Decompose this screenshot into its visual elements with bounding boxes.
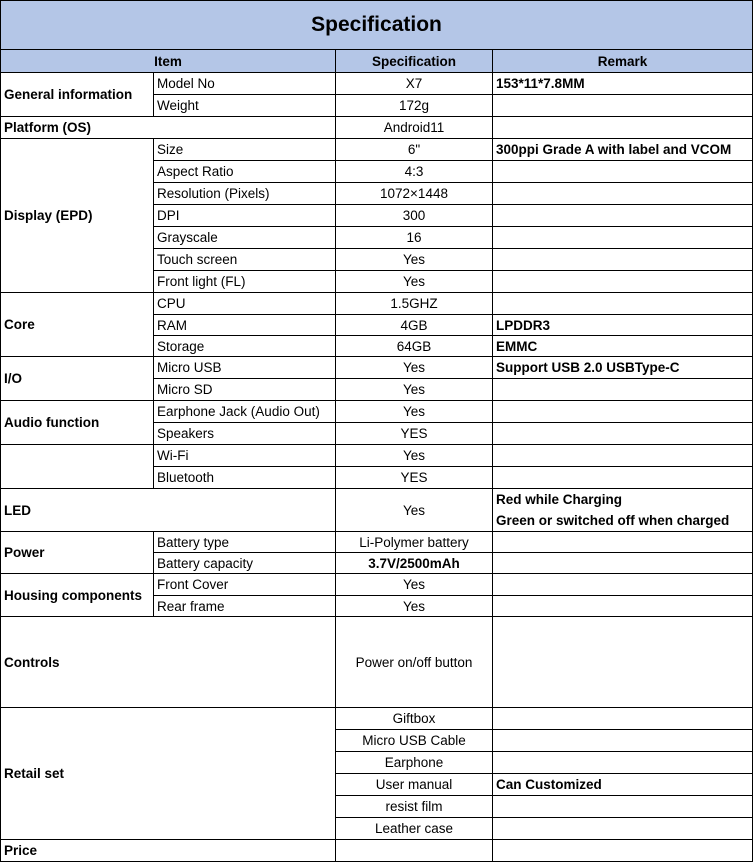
- category-wireless: [1, 445, 154, 489]
- item-cell: Grayscale: [154, 227, 336, 249]
- item-cell: Aspect Ratio: [154, 161, 336, 183]
- header-remark: Remark: [493, 50, 753, 73]
- category-core: Core: [1, 293, 154, 357]
- table-row: [1, 293, 753, 315]
- spec-cell: Earphone: [336, 752, 493, 774]
- remark-cell: EMMC: [493, 336, 753, 357]
- spec-cell: 4GB: [336, 315, 493, 336]
- category-housing: Housing components: [1, 574, 154, 617]
- remark-cell: [493, 271, 753, 293]
- remark-cell: [493, 708, 753, 730]
- spec-cell: 172g: [336, 95, 493, 117]
- item-cell: Battery capacity: [154, 553, 336, 574]
- spec-cell: resist film: [336, 796, 493, 818]
- spec-cell: YES: [336, 467, 493, 489]
- spec-cell: Li-Polymer battery: [336, 532, 493, 553]
- remark-cell: [493, 574, 753, 596]
- remark-cell: [493, 183, 753, 205]
- spec-cell: Yes: [336, 445, 493, 467]
- category-led: LED: [1, 489, 336, 532]
- item-cell: RAM: [154, 315, 336, 336]
- remark-cell: [493, 161, 753, 183]
- header-spec: Specification: [336, 50, 493, 73]
- item-cell: Wi-Fi: [154, 445, 336, 467]
- table-row: [1, 445, 753, 467]
- spec-cell: 300: [336, 205, 493, 227]
- spec-cell: Yes: [336, 401, 493, 423]
- header-item: Item: [1, 50, 336, 73]
- remark-cell: [493, 796, 753, 818]
- category-power: Power: [1, 532, 154, 574]
- spec-cell: Giftbox: [336, 708, 493, 730]
- item-cell: Speakers: [154, 423, 336, 445]
- table-row: [1, 532, 753, 553]
- spec-cell: 64GB: [336, 336, 493, 357]
- led-remark-line-1: Red while Charging: [496, 492, 623, 507]
- remark-cell: [493, 293, 753, 315]
- spec-cell: Yes: [336, 357, 493, 379]
- table-row: [1, 401, 753, 423]
- spec-cell: YES: [336, 423, 493, 445]
- item-cell: Rear frame: [154, 596, 336, 617]
- table-row: [1, 840, 753, 862]
- remark-cell: Support USB 2.0 USBType-C: [493, 357, 753, 379]
- spec-cell: [336, 840, 493, 862]
- spec-cell: 3.7V/2500mAh: [336, 553, 493, 574]
- item-cell: Storage: [154, 336, 336, 357]
- remark-cell: [493, 840, 753, 862]
- item-cell: Resolution (Pixels): [154, 183, 336, 205]
- category-platform: Platform (OS): [1, 117, 336, 139]
- category-controls: Controls: [1, 617, 336, 708]
- spec-cell: Yes: [336, 379, 493, 401]
- spec-cell: Android11: [336, 117, 493, 139]
- remark-cell: [493, 730, 753, 752]
- item-cell: DPI: [154, 205, 336, 227]
- remark-cell: LPDDR3: [493, 315, 753, 336]
- remark-cell: [493, 818, 753, 840]
- remark-cell: [493, 227, 753, 249]
- remark-cell: [493, 379, 753, 401]
- item-cell: Weight: [154, 95, 336, 117]
- remark-cell: [493, 752, 753, 774]
- spec-cell: Yes: [336, 249, 493, 271]
- table-row: [1, 73, 753, 95]
- spec-cell: 1.5GHZ: [336, 293, 493, 315]
- header-row: [1, 50, 753, 73]
- remark-cell: [493, 249, 753, 271]
- remark-cell: 300ppi Grade A with label and VCOM: [493, 139, 753, 161]
- table-row: [1, 489, 753, 532]
- item-cell: Model No: [154, 73, 336, 95]
- item-cell: Micro USB: [154, 357, 336, 379]
- table-row: [1, 357, 753, 379]
- item-cell: Bluetooth: [154, 467, 336, 489]
- spec-cell: 16: [336, 227, 493, 249]
- remark-cell: [493, 553, 753, 574]
- category-io: I/O: [1, 357, 154, 401]
- item-cell: Battery type: [154, 532, 336, 553]
- item-cell: Micro SD: [154, 379, 336, 401]
- spec-cell: Leather case: [336, 818, 493, 840]
- spec-cell: Power on/off button: [336, 617, 493, 708]
- remark-cell: [493, 489, 753, 532]
- remark-cell: [493, 617, 753, 708]
- spec-cell: X7: [336, 73, 493, 95]
- remark-cell: [493, 117, 753, 139]
- spec-cell: Micro USB Cable: [336, 730, 493, 752]
- item-cell: CPU: [154, 293, 336, 315]
- spec-cell: Yes: [336, 596, 493, 617]
- page-title: Specification: [1, 1, 753, 50]
- spec-cell: Yes: [336, 489, 493, 532]
- spec-cell: User manual: [336, 774, 493, 796]
- table-row: [1, 617, 753, 708]
- remark-cell: [493, 205, 753, 227]
- spec-cell: Yes: [336, 574, 493, 596]
- category-retail: Retail set: [1, 708, 336, 840]
- item-cell: Earphone Jack (Audio Out): [154, 401, 336, 423]
- category-audio: Audio function: [1, 401, 154, 445]
- item-cell: Size: [154, 139, 336, 161]
- remark-cell: [493, 95, 753, 117]
- remark-cell: [493, 401, 753, 423]
- spec-cell: 4:3: [336, 161, 493, 183]
- remark-cell: [493, 467, 753, 489]
- remark-cell: 153*11*7.8MM: [493, 73, 753, 95]
- table-row: [1, 139, 753, 161]
- remark-cell: [493, 596, 753, 617]
- remark-cell: [493, 423, 753, 445]
- remark-cell: Can Customized: [493, 774, 753, 796]
- spec-cell: Yes: [336, 271, 493, 293]
- led-remark-line-2: Green or switched off when charged: [496, 513, 730, 528]
- spec-cell: 1072×1448: [336, 183, 493, 205]
- table-row: [1, 117, 753, 139]
- table-row: [1, 574, 753, 596]
- category-display: Display (EPD): [1, 139, 154, 293]
- category-price: Price: [1, 840, 336, 862]
- remark-cell: [493, 532, 753, 553]
- item-cell: Front light (FL): [154, 271, 336, 293]
- item-cell: Touch screen: [154, 249, 336, 271]
- spec-cell: 6": [336, 139, 493, 161]
- item-cell: Front Cover: [154, 574, 336, 596]
- category-general: General information: [1, 73, 154, 117]
- title-row: [1, 1, 753, 50]
- remark-cell: [493, 445, 753, 467]
- table-row: [1, 708, 753, 730]
